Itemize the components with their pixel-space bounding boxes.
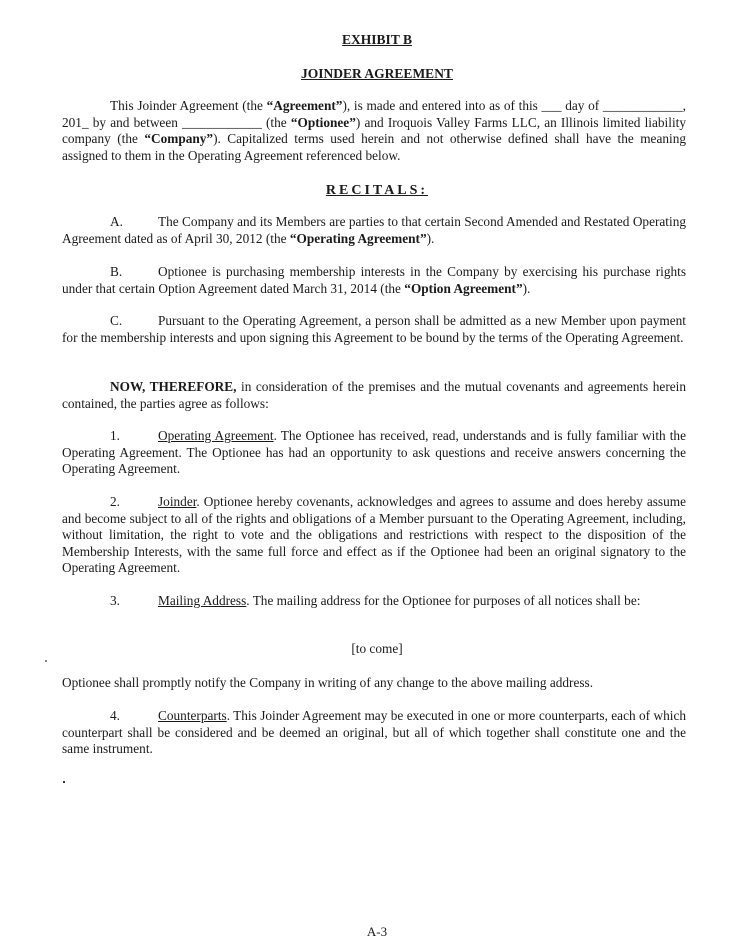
section-2-title: Joinder — [158, 494, 197, 509]
exhibit-title: EXHIBIT B — [342, 32, 412, 47]
section-3-title: Mailing Address — [158, 593, 247, 608]
intro-paragraph: This Joinder Agreement (the “Agreement”), is made and entered into as of this ___ day of ____________, 201_ by and between ____________ (the “Optionee”) and Iroquois Valley Farms LLC, an Illinois limited liability company (the “Company”). Capitalized terms used herein and not otherwise defined shall have the meaning assigned to them in the Operating Agreement referenced below. — [62, 98, 686, 163]
mailing-address-value: [to come] — [351, 641, 403, 656]
section-3-number: 3. — [110, 593, 120, 608]
section-1: 1. Operating Agreement. The Optionee has received, read, understands and is fully familiar with the Operating Agreement. The Optionee has had an opportunity to ask questions and receive answers concerning the Operating Agreement. — [62, 428, 686, 476]
section-3: 3. Mailing Address. The mailing address for the Optionee for purposes of all notices shall be: — [110, 593, 641, 608]
now-therefore-paragraph: NOW, THEREFORE, in consideration of the premises and the mutual covenants and agreements herein contained, the parties agree as follows: — [62, 379, 686, 411]
agreement-defined-term: “Agreement” — [266, 98, 343, 113]
recital-b-label: B. — [110, 264, 123, 279]
section-1-number: 1. — [110, 428, 120, 443]
section-2: 2. Joinder. Optionee hereby covenants, acknowledges and agrees to assume and does hereby assume and become subject to all of the rights and obligations of a Member pursuant to the Operating Agreement, including, without limitation, the right to vote and the obligations and restrictions with respect to the disposition of the Membership Interests, with the same full force and effect as if the Optionee had been an original signatory to the Operating Agreement. — [62, 494, 686, 575]
recital-b: B. Optionee is purchasing membership interests in the Company by exercising his purchase rights under that certain Option Agreement dated March 31, 2014 (the “Option Agreement”). — [62, 264, 686, 296]
recital-c: C. Pursuant to the Operating Agreement, a person shall be admitted as a new Member upon payment for the membership interests and upon signing this Agreement to be bound by the terms of the Operating Agreement. — [62, 313, 686, 345]
section-4-title: Counterparts — [158, 708, 227, 723]
section-4-number: 4. — [110, 708, 120, 723]
option-agreement-defined-term: “Option Agreement” — [404, 280, 523, 296]
recitals-heading: RECITALS: — [325, 183, 429, 198]
agreement-title: JOINDER AGREEMENT — [301, 66, 453, 81]
recital-a-label: A. — [110, 214, 123, 229]
page-number: A-3 — [366, 924, 388, 939]
operating-agreement-defined-term: “Operating Agreement” — [289, 230, 427, 246]
section-4: 4. Counterparts. This Joinder Agreement may be executed in one or more counterparts, each of which counterpart shall be considered and be deemed an original, but all of which together shall constitute one and the same instrument. — [62, 708, 686, 756]
stray-mark — [63, 781, 65, 783]
stray-mark — [45, 660, 47, 662]
optionee-defined-term: “Optionee” — [290, 114, 356, 130]
recital-c-label: C. — [110, 313, 123, 328]
section-1-title: Operating Agreement — [158, 428, 274, 443]
now-therefore-lead: NOW, THEREFORE, — [110, 379, 237, 394]
recital-a: A. The Company and its Members are parties to that certain Second Amended and Restated Operating Agreement dated as of April 30, 2012 (the “Operating Agreement”). — [62, 214, 686, 246]
notify-paragraph: Optionee shall promptly notify the Company in writing of any change to the above mailing address. — [62, 675, 594, 690]
company-defined-term: “Company” — [144, 131, 214, 146]
section-2-number: 2. — [110, 494, 120, 509]
